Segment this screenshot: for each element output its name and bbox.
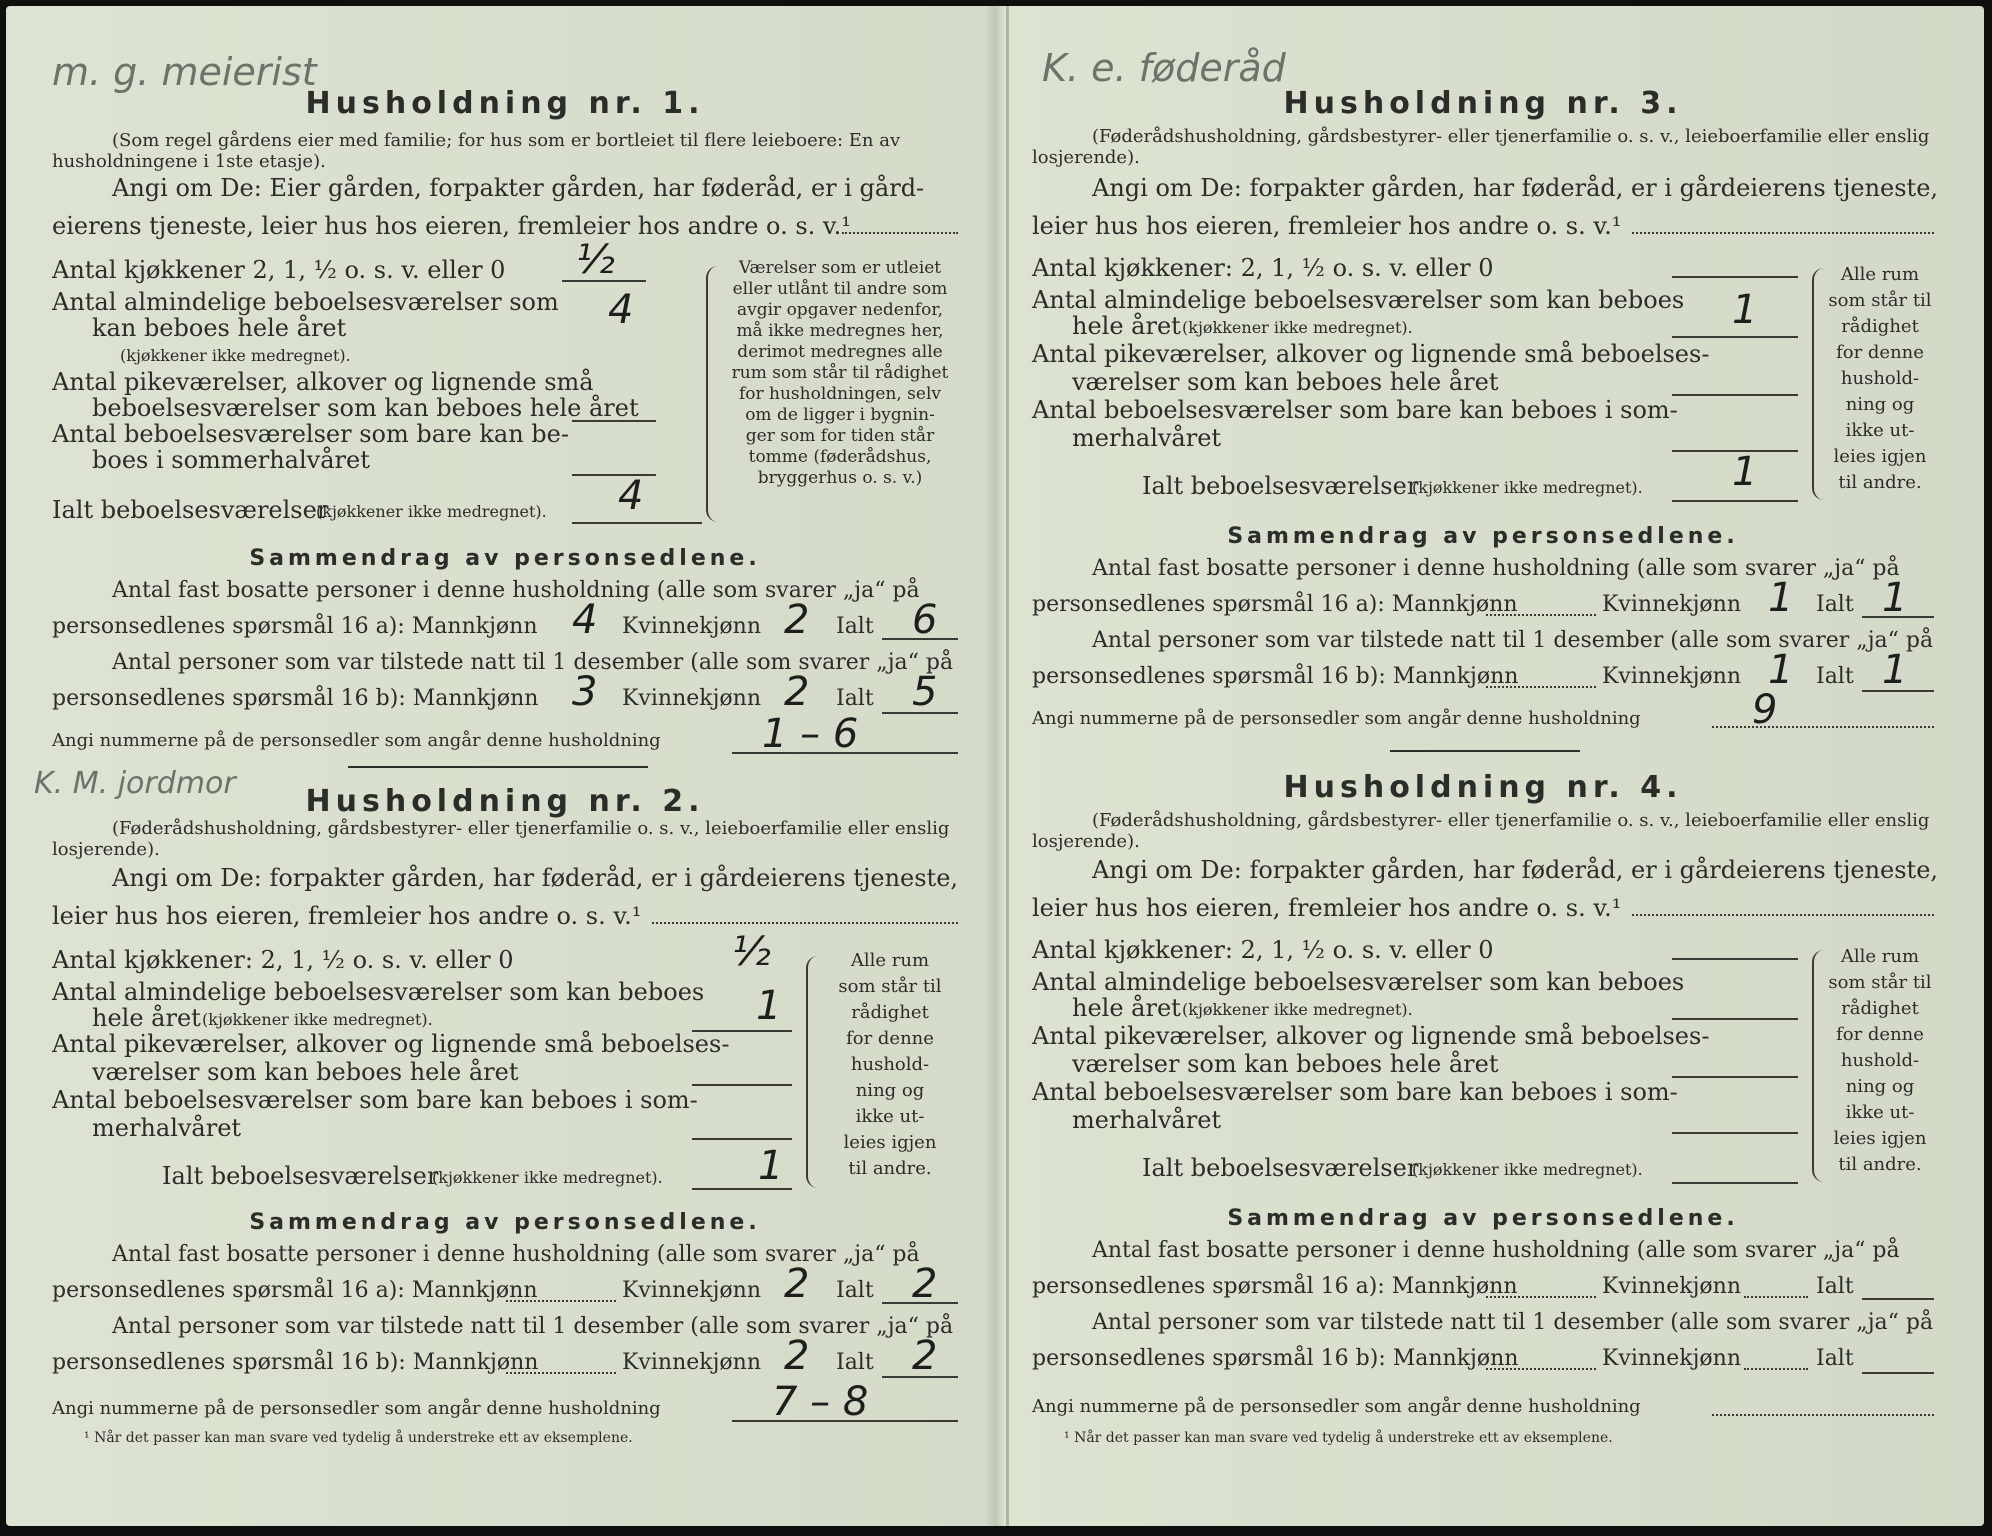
hh4-a16-2: personsedlenes spørsmål 16 a): Mannkjønn [1032,1274,1518,1299]
hh3-alm-line [1672,336,1798,338]
hh1-b16-1: Antal personer som var tilstede natt til 1 desember (alle som svarer „ja“ på [112,650,954,675]
hh3-alm-value: 1 [1732,287,1758,333]
hh3-side-note [1826,262,1934,496]
hh4-b16-2: personsedlenes spørsmål 16 b): Mannkjønn [1032,1346,1519,1371]
hh3-a16-k: 1 [1768,575,1794,621]
side-note-line: ikke ut- [1845,420,1915,441]
hh4-pike-line [1672,1076,1798,1078]
side-note-line: bryggerhus o. s. v.) [757,468,923,488]
margin-note-hh2: K. M. jordmor [34,766,236,801]
hh1-a16-k: 2 [784,597,810,643]
side-note-line: ning og [855,1080,925,1101]
hh2-sammendrag: Sammendrag av personsedlene. [249,1210,761,1235]
hh1-alm-value: 4 [608,287,634,333]
hh3-a16-2: personsedlenes spørsmål 16 a): Mannkjønn [1032,592,1518,617]
hh3-b16-i: 1 [1882,647,1908,693]
hh1-angi-1: Angi om De: Eier gården, forpakter gården, har føderåd, er i gård- [112,174,925,202]
hh3-nummer-line [1712,726,1934,728]
hh1-a16-i: 6 [912,597,938,643]
hh2-ialt-line [692,1188,792,1190]
hh2-a16-ialt: Ialt [836,1278,874,1303]
side-note-line: for denne [1836,1024,1924,1045]
hh1-alm-2: kan beboes hele året [92,314,347,342]
right-footnote: ¹ Når det passer kan man svare ved tydelig å understreke ett av eksemplene. [1064,1430,1613,1446]
hh4-b16-line [1862,1372,1934,1374]
side-note-line: avgir opgaver nedenfor, [736,300,943,320]
side-note-line: som står til [838,976,942,997]
hh4-nummer-line [1712,1414,1934,1416]
hh1-ialt-small: (kjøkkener ikke medregnet). [316,502,547,521]
hh1-a16-1: Antal fast bosatte personer i denne husholdning (alle som svarer „ja“ på [112,578,920,603]
hh2-a16-2: personsedlenes spørsmål 16 a): Mannkjønn [52,1278,538,1303]
hh3-pike-1: Antal pikeværelser, alkover og lignende små beboelses- [1032,340,1710,368]
hh3-b16-k: 1 [1768,647,1794,693]
margin-note-hh1: m. g. meierist [52,50,317,94]
hh1-kjokkener: Antal kjøkkener 2, 1, ½ o. s. v. eller 0 [52,256,506,284]
hh3-b16-ialt: Ialt [1816,664,1854,689]
hh2-alm-1: Antal almindelige beboelsesværelser som kan beboes [52,978,705,1006]
hh4-a16-line [1862,1298,1934,1300]
hh2-a16-1: Antal fast bosatte personer i denne husholdning (alle som svarer „ja“ på [112,1242,920,1267]
hh2-pike-2: værelser som kan beboes hele året [92,1058,519,1086]
hh2-b16-1: Antal personer som var tilstede natt til 1 desember (alle som svarer „ja“ på [112,1314,954,1339]
hh4-angi-2: leier hus hos eieren, fremleier hos andre o. s. v.¹ [1032,894,1622,922]
hh1-ialt: Ialt beboelsesværelser [52,496,329,524]
hh1-angi-line [842,232,958,234]
hh1-note: (Som regel gårdens eier med familie; for hus som er bortleiet til flere leieboere: En av husholdningene i 1ste etasje). [52,130,901,172]
hh4-a16-k-line [1744,1296,1808,1298]
hh3-kjokkener-line [1672,276,1798,278]
hh2-kjokkener: Antal kjøkkener: 2, 1, ½ o. s. v. eller 0 [52,946,514,974]
hh4-pike-2: værelser som kan beboes hele året [1072,1050,1499,1078]
side-note-line: ikke ut- [855,1106,925,1127]
hh3-a16-m-line [1486,614,1596,616]
side-note-line: hushold- [850,1054,930,1075]
hh1-ialt-value: 4 [618,473,644,519]
hh2-nummer-line [732,1420,958,1422]
hh2-b16-line [882,1376,958,1378]
side-note-line: tomme (føderådshus, [748,447,932,467]
hh3-b16-1: Antal personer som var tilstede natt til 1 desember (alle som svarer „ja“ på [1092,628,1934,653]
hh1-b16-2: personsedlenes spørsmål 16 b): Mannkjønn [52,686,539,711]
hh2-b16-k: 2 [784,1333,810,1379]
hh4-b16-k-line [1744,1368,1808,1370]
hh4-ialt: Ialt beboelsesværelser [1142,1154,1419,1182]
hh1-b16-i: 5 [912,669,938,715]
hh2-alm-2: hele året [92,1004,201,1032]
hh4-sammendrag: Sammendrag av personsedlene. [1227,1206,1739,1231]
side-note-line: leies igjen [1833,1128,1927,1149]
hh1-pike-2: beboelsesværelser som kan beboes hele året [92,394,639,422]
hh1-alm-1: Antal almindelige beboelsesværelser som [52,288,559,316]
hh1-b16-k: 2 [784,669,810,715]
hh3-angi-line [1632,232,1934,234]
side-note-line: hushold- [1840,368,1920,389]
hh4-a16-kvinne: Kvinnekjønn [1602,1274,1741,1299]
hh2-b16-m-line [506,1372,616,1374]
hh4-b16-1: Antal personer som var tilstede natt til 1 desember (alle som svarer „ja“ på [1092,1310,1934,1335]
hh1-side-note [722,258,958,489]
hh4-alm-2: hele året [1072,994,1181,1022]
hh4-a16-ialt: Ialt [1816,1274,1854,1299]
side-note-line: Alle rum [850,950,930,971]
hh1-ialt-line [572,522,702,524]
hh2-side-note [822,948,958,1182]
side-note-line: derimot medregnes alle [737,342,943,362]
hh1-angi-2: eierens tjeneste, leier hus hos eieren, fremleier hos andre o. s. v.¹ [52,212,851,240]
hh2-b16-kvinne: Kvinnekjønn [622,1350,761,1375]
hh1-b16-m: 3 [572,669,598,715]
hh4-alm-line [1672,1018,1798,1020]
hh2-pike-1: Antal pikeværelser, alkover og lignende små beboelses- [52,1030,730,1058]
hh1-sommer-2: boes i sommerhalvåret [92,446,370,474]
hh4-ialt-small: (kjøkkener ikke medregnet). [1412,1160,1643,1179]
hh3-b16-line [1862,690,1934,692]
side-note-line: Alle rum [1840,946,1920,967]
hh1-b16-ialt: Ialt [836,686,874,711]
side-note-line: rådighet [1841,998,1919,1019]
hh1-a16-ialt: Ialt [836,614,874,639]
hh2-pike-line [692,1084,792,1086]
hh3-angi-2: leier hus hos eieren, fremleier hos andre o. s. v.¹ [1032,212,1622,240]
page-fold [1006,6,1009,1526]
side-note-line: hushold- [1840,1050,1920,1071]
hh2-sommer-line [692,1138,792,1140]
hh3-a16-line [1862,616,1934,618]
side-note-line: leies igjen [1833,446,1927,467]
hh2-a16-line [882,1302,958,1304]
hh4-nummer: Angi nummerne på de personsedler som angår denne husholdning [1032,1396,1641,1417]
side-note-line: eller utlånt til andre som [732,279,948,299]
side-note-line: må ikke medregnes her, [736,321,944,341]
census-sheet [6,6,1984,1526]
hh4-side-note [1826,944,1934,1178]
hh3-b16-2: personsedlenes spørsmål 16 b): Mannkjønn [1032,664,1519,689]
hh3-alm-3: (kjøkkener ikke medregnet). [1182,318,1413,337]
side-note-line: for denne [846,1028,934,1049]
side-note-line: ger som for tiden står [745,426,935,446]
hh3-title: Husholdning nr. 3. [1283,86,1683,121]
right-page [1032,6,1939,1526]
hh3-kjokkener: Antal kjøkkener: 2, 1, ½ o. s. v. eller 0 [1032,254,1494,282]
hh2-a16-kvinne: Kvinnekjønn [622,1278,761,1303]
margin-note-hh3: K. e. føderåd [1042,46,1286,90]
side-note-line: til andre. [1838,472,1922,493]
hh4-note: (Føderådshusholdning, gårdsbestyrer- eller tjenerfamilie o. s. v., leieboerfamilie eller enslig losjerende). [1032,810,1930,852]
hh1-pike-line [572,420,656,422]
hh4-title: Husholdning nr. 4. [1283,770,1683,805]
hh2-angi-2: leier hus hos eieren, fremleier hos andre o. s. v.¹ [52,902,642,930]
side-note-line: ning og [1845,394,1915,415]
hh3-pike-2: værelser som kan beboes hele året [1072,368,1499,396]
hh1-sommer-1: Antal beboelsesværelser som bare kan be- [52,420,569,448]
hh1-a16-m: 4 [572,597,598,643]
hh4-sommer-2: merhalvåret [1072,1106,1222,1134]
hh2-nummer-value: 7 – 8 [772,1379,869,1425]
hh3-nummer-value: 9 [1752,687,1778,733]
hh1-title: Husholdning nr. 1. [305,86,705,121]
hh4-sommer-line [1672,1132,1798,1134]
hh1-a16-2: personsedlenes spørsmål 16 a): Mannkjønn [52,614,538,639]
side-note-line: for husholdningen, selv [738,384,942,404]
hh4-b16-kvinne: Kvinnekjønn [1602,1346,1741,1371]
hh3-note: (Føderådshusholdning, gårdsbestyrer- eller tjenerfamilie o. s. v., leieboerfamilie eller enslig losjerende). [1032,126,1930,168]
hh3-a16-kvinne: Kvinnekjønn [1602,592,1741,617]
hh4-pike-1: Antal pikeværelser, alkover og lignende små beboelses- [1032,1022,1710,1050]
hh3-alm-2: hele året [1072,312,1181,340]
hh2-ialt: Ialt beboelsesværelser [162,1162,439,1190]
hh4-alm-3: (kjøkkener ikke medregnet). [1182,1000,1413,1019]
hh2-angi-1: Angi om De: forpakter gården, har føderåd, er i gårdeierens tjeneste, [112,864,959,892]
side-note-line: som står til [1828,972,1932,993]
hh2-angi-line [652,922,958,924]
hh3-a16-ialt: Ialt [1816,592,1854,617]
hh2-ialt-small: (kjøkkener ikke medregnet). [432,1168,663,1187]
hh1-brace [706,266,722,522]
hh3-separator [1390,750,1580,752]
hh1-nummer-value: 1 – 6 [762,711,859,757]
hh2-a16-k: 2 [784,1261,810,1307]
hh3-ialt-value: 1 [1732,449,1758,495]
hh3-ialt-small: (kjøkkener ikke medregnet). [1412,478,1643,497]
left-footnote: ¹ Når det passer kan man svare ved tydelig å understreke ett av eksemplene. [84,1430,633,1446]
hh3-nummer: Angi nummerne på de personsedler som angår denne husholdning [1032,708,1641,729]
hh1-nummer: Angi nummerne på de personsedler som angår denne husholdning [52,730,661,751]
hh4-sommer-1: Antal beboelsesværelser som bare kan beboes i som- [1032,1078,1678,1106]
hh3-ialt-line [1672,500,1798,502]
left-page [34,6,959,1526]
hh1-a16-kvinne: Kvinnekjønn [622,614,761,639]
side-note-line: til andre. [1838,1154,1922,1175]
hh2-note: (Føderådshusholdning, gårdsbestyrer- eller tjenerfamilie o. s. v., leieboerfamilie eller enslig losjerende). [52,818,950,860]
side-note-line: for denne [1836,342,1924,363]
side-note-line: rådighet [1841,316,1919,337]
hh3-a16-i: 1 [1882,575,1908,621]
hh4-a16-1: Antal fast bosatte personer i denne husholdning (alle som svarer „ja“ på [1092,1238,1900,1263]
hh3-b16-kvinne: Kvinnekjønn [1602,664,1741,689]
hh3-sommer-2: merhalvåret [1072,424,1222,452]
side-note-line: Værelser som er utleiet [738,258,942,278]
hh3-a16-1: Antal fast bosatte personer i denne husholdning (alle som svarer „ja“ på [1092,556,1900,581]
hh2-ialt-value: 1 [758,1143,784,1189]
hh4-kjokkener-line [1672,958,1798,960]
hh4-ialt-line [1672,1182,1798,1184]
hh2-title: Husholdning nr. 2. [305,784,705,819]
hh4-kjokkener: Antal kjøkkener: 2, 1, ½ o. s. v. eller 0 [1032,936,1494,964]
hh2-alm-3: (kjøkkener ikke medregnet). [202,1010,433,1029]
side-note-line: rådighet [851,1002,929,1023]
hh2-b16-2: personsedlenes spørsmål 16 b): Mannkjønn [52,1350,539,1375]
hh2-brace [806,956,822,1188]
hh3-angi-1: Angi om De: forpakter gården, har føderåd, er i gårdeierens tjeneste, [1092,174,1939,202]
hh2-b16-i: 2 [912,1333,938,1379]
hh2-kjokkener-value: ½ [732,929,771,975]
hh2-a16-i: 2 [912,1261,938,1307]
side-note-line: ikke ut- [1845,1102,1915,1123]
hh3-b16-m-line [1486,686,1596,688]
hh1-kjokkener-value: ½ [576,237,615,283]
side-note-line: om de ligger i bygnin- [745,405,935,425]
hh1-a16-line [882,638,958,640]
hh3-pike-line [1672,394,1798,396]
side-note-line: leies igjen [843,1132,937,1153]
hh4-b16-ialt: Ialt [1816,1346,1854,1371]
hh1-kjokkener-line [562,280,646,282]
hh2-nummer: Angi nummerne på de personsedler som angår denne husholdning [52,1398,661,1419]
hh2-sommer-2: merhalvåret [92,1114,242,1142]
side-note-line: ning og [1845,1076,1915,1097]
hh4-a16-m-line [1486,1296,1596,1298]
side-note-line: rum som står til rådighet [731,363,949,383]
hh1-b16-line [882,712,958,714]
hh3-alm-1: Antal almindelige beboelsesværelser som kan beboes [1032,286,1685,314]
side-note-line: til andre. [848,1158,932,1179]
hh2-sommer-1: Antal beboelsesværelser som bare kan beboes i som- [52,1086,698,1114]
hh4-angi-line [1632,914,1934,916]
hh1-pike-1: Antal pikeværelser, alkover og lignende små [52,368,594,396]
hh3-sammendrag: Sammendrag av personsedlene. [1227,524,1739,549]
hh1-separator [348,766,648,768]
hh4-alm-1: Antal almindelige beboelsesværelser som kan beboes [1032,968,1685,996]
side-note-line: Alle rum [1840,264,1920,285]
hh2-alm-value: 1 [756,983,782,1029]
hh1-sammendrag: Sammendrag av personsedlene. [249,546,761,571]
hh1-alm-3: (kjøkkener ikke medregnet). [120,346,351,365]
hh1-nummer-line [732,752,958,754]
hh4-angi-1: Angi om De: forpakter gården, har føderåd, er i gårdeierens tjeneste, [1092,856,1939,884]
hh1-b16-kvinne: Kvinnekjønn [622,686,761,711]
hh2-b16-ialt: Ialt [836,1350,874,1375]
hh3-sommer-1: Antal beboelsesværelser som bare kan beboes i som- [1032,396,1678,424]
hh2-a16-m-line [506,1300,616,1302]
hh3-ialt: Ialt beboelsesværelser [1142,472,1419,500]
side-note-line: som står til [1828,290,1932,311]
hh4-b16-m-line [1486,1368,1596,1370]
